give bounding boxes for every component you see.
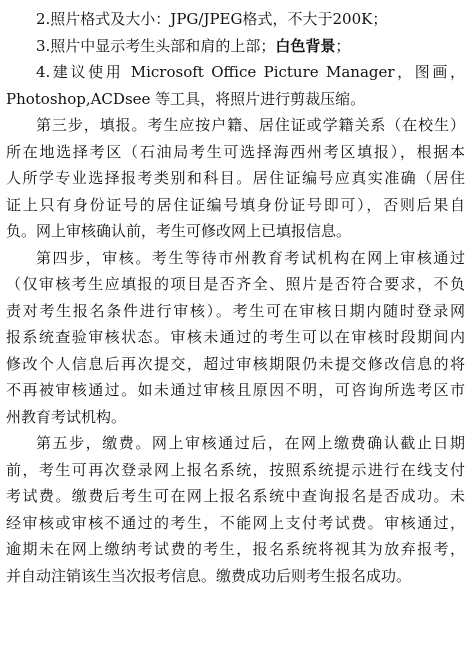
paragraph-line: 第四步，审核。考生等待市州教育考试机构在网上审核通过: [36, 248, 465, 267]
list-item-photo-content-end: ；: [335, 36, 351, 55]
paragraph-line: 逾期未在网上缴纳考试费的考生，报名系统将视其为放弃报考，: [6, 540, 465, 558]
list-item-tools-line-2: Photoshop,ACDsee 等工具，将照片进行剪裁压缩。: [6, 89, 366, 108]
paragraph-line: 责对考生报名条件进行审核）。考生可在审核日期内随时登录网: [6, 301, 465, 320]
white-background-emphasis: 白色背景: [275, 36, 336, 55]
paragraph-line: （仅审核考生应填报的项目是否齐全、照片是否符合要求，不负: [6, 275, 465, 293]
paragraph-step-5: [6, 430, 465, 589]
paragraph-line: 第三步，填报。考生应按户籍、居住证或学籍关系（在校生）: [36, 116, 465, 134]
paragraph-line: 所在地选择考区（石油局考生可选择海西州考区填报），根据本: [6, 142, 465, 161]
list-item-photo-content-text: 3.照片中显示考生头部和肩的上部；: [36, 36, 276, 55]
paragraph-line: 负。网上审核确认前，考生可修改网上已填报信息。: [6, 222, 352, 240]
paragraph-step-3: [6, 112, 465, 245]
paragraph-line: 修改个人信息后再次提交，超过审核期限仍未提交修改信息的将: [6, 354, 465, 373]
paragraph-line: 经审核或审核不通过的考生，不能网上支付考试费。审核通过，: [6, 513, 465, 532]
paragraph-line: 州教育考试机构。: [6, 407, 127, 426]
paragraph-line: 人所学专业选择报考类别和科目。居住证编号应真实准确（居住: [6, 169, 465, 187]
paragraph-line: 前，考生可再次登录网上报名系统，按照系统提示进行在线支付: [6, 460, 465, 479]
paragraph-line: 不再被审核通过。如未通过审核且原因不明，可咨询所选考区市: [6, 381, 465, 399]
paragraph-line: 考试费。缴费后考生可在网上报名系统中查询报名是否成功。未: [6, 487, 465, 505]
paragraph-line: 证上只有身份证号的居住证编号填身份证号即可），否则后果自: [6, 195, 465, 214]
list-item-tools-line-1: 4.建议使用 Microsoft Office Picture Manager，图画，: [36, 63, 465, 81]
list-item-photo-content: [6, 33, 465, 60]
paragraph-line: 报系统查验审核状态。审核未通过的考生可以在审核时段期间内: [6, 328, 465, 346]
list-item-photo-format: 2.照片格式及大小：JPG/JPEG格式，不大于200K；: [36, 10, 388, 28]
paragraph-line: 并自动注销该生当次报考信息。缴费成功后则考生报名成功。: [6, 566, 412, 585]
paragraph-line: 第五步，缴费。网上审核通过后，在网上缴费确认截止日期: [36, 434, 465, 452]
paragraph-step-4: [6, 245, 465, 431]
